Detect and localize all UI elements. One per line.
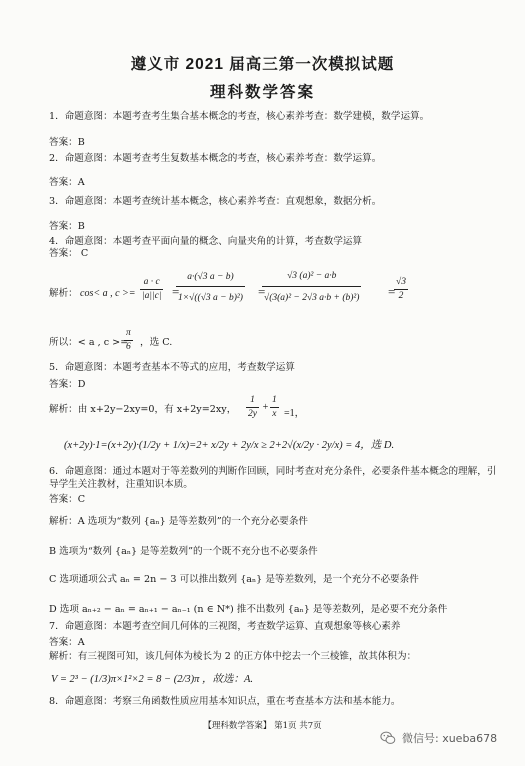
q7-jiexi: 解析：有三视图可知，该几何体为棱长为 2 的正方体中挖去一个三棱锥，故其体积为： [49, 651, 417, 662]
q8-intent: 8．命题意图：考察三角函数性质应用基本知识点，重在考查基本方法和基本能力。 [49, 696, 401, 707]
q4-so-post: ，选 C. [140, 337, 173, 348]
q4-eq-3: = [388, 284, 396, 299]
q6-option-d: D 选项 aₙ₊₂ − aₙ = aₙ₊₁ − aₙ₋₁ (n ∈ N*) 推不出数列 {aₙ} 是等差数列，是必要不充分条件 [49, 604, 448, 615]
q4-answer: 答案： C [49, 248, 89, 259]
q6-option-c: C 选项通项公式 aₙ = 2n − 3 可以推出数列 {aₙ} 是等差数列，是一个充分不必要条件 [49, 574, 419, 585]
q4-so-num: π [124, 327, 133, 341]
q4-eq-2: = [258, 284, 266, 299]
q1-answer: 答案：B [49, 137, 85, 148]
q4-cos-lhs: cos< a , c >= [80, 288, 136, 299]
q4-so-frac [124, 327, 133, 354]
q1-intent: 1．命题意图：本题考查考生集合基本概念的考查，核心素养考查：数学建模，数学运算。 [49, 111, 430, 122]
watermark [380, 730, 497, 746]
q4-frac-4-den: 2 [398, 291, 404, 301]
page-footer: 【理科数学答案】 第1页 共7页 [203, 721, 322, 731]
q2-answer: 答案：A [49, 177, 85, 188]
q5-eq-one: =1， [284, 408, 305, 419]
q4-jiexi-label: 解析： [49, 288, 78, 299]
q6-answer: 答案：C [49, 494, 86, 505]
q4-frac-4 [394, 276, 408, 303]
q4-so-pre: 所以：< a , c >= [49, 337, 129, 348]
q4-frac-1-num: a · c [140, 276, 163, 290]
q4-so-den: 6 [126, 342, 131, 352]
page-title: 遵义市 2021 届高三第一次模拟试题 [130, 56, 395, 73]
q4-frac-2 [176, 268, 245, 309]
q6-option-b: B 选项为“数列 {aₙ} 是等差数列”的一个既不充分也不必要条件 [49, 546, 318, 557]
q6-intent-2: 导学生关注教材，注重知识本质。 [49, 479, 193, 490]
q5-intent: 5．命题意图：本题考查基本不等式的应用，考查数学运算 [49, 362, 295, 373]
q5-frac-1-den: 2y [248, 409, 257, 419]
q3-answer: 答案：B [49, 221, 85, 232]
q6-option-a: 解析：A 选项为“数列 {aₙ} 是等差数列”的一个充分必要条件 [49, 516, 309, 527]
q5-frac-2-den: x [272, 409, 277, 419]
q4-frac-1 [140, 276, 163, 303]
q4-frac-3 [262, 266, 361, 309]
q4-frac-2-num: a·(√3 a − b) [176, 268, 245, 287]
q5-answer: 答案：D [49, 379, 86, 390]
q5-frac-2-num: 1 [270, 394, 279, 408]
q4-frac-4-num: √3 [394, 276, 408, 290]
watermark-text: 微信号: xueba678 [402, 732, 498, 745]
q4-frac-2-den: 1×√((√3 a − b)²) [178, 293, 243, 303]
q7-answer: 答案：A [49, 637, 85, 648]
q7-volume-formula: V = 2³ − (1/3)π×1²×2 = 8 − (2/3)π ，故选：A. [51, 674, 254, 685]
q5-frac-1-num: 1 [246, 394, 259, 408]
page-subtitle: 理科数学答案 [209, 84, 315, 101]
q4-frac-1-den: |a||c| [142, 291, 162, 301]
q6-intent-1: 6．命题意图：通过本题对于等差数列的判断作回顾，同时考查对充分条件，必要条件基本概念的理解，引 [49, 466, 497, 477]
q3-intent: 3．命题意图：本题考查统计基本概念，核心素养考查：直观想象，数据分析。 [49, 196, 382, 207]
q4-intent: 4．命题意图：本题考查平面向量的概念、向量夹角的计算，考查数学运算 [49, 236, 363, 247]
q4-frac-3-num: √3 (a)² − a·b [262, 266, 361, 287]
q5-frac-1 [246, 394, 259, 421]
q5-plus: + [262, 402, 269, 413]
q5-inequality: (x+2y)·1=(x+2y)·(1/2y + 1/x)=2+ x/2y + 2y/x ≥ 2+2√(x/2y · 2y/x) = 4，选 D. [64, 440, 395, 451]
q5-jiexi: 解析：由 x+2y−2xy=0，有 x+2y=2xy， [49, 404, 237, 415]
q7-intent: 7．命题意图：本题考查空间几何体的三视图，考查数学运算、直观想象等核心素养 [49, 621, 401, 632]
q4-frac-3-den: √(3(a)² − 2√3 a·b + (b)²) [264, 293, 360, 303]
q2-intent: 2．命题意图：本题考查考生复数基本概念的考查，核心素养考查：数学运算。 [49, 153, 382, 164]
q4-eq-1: = [172, 284, 180, 299]
q5-frac-2 [270, 394, 279, 421]
q4-conclusion [49, 337, 128, 349]
wechat-icon [380, 730, 396, 746]
